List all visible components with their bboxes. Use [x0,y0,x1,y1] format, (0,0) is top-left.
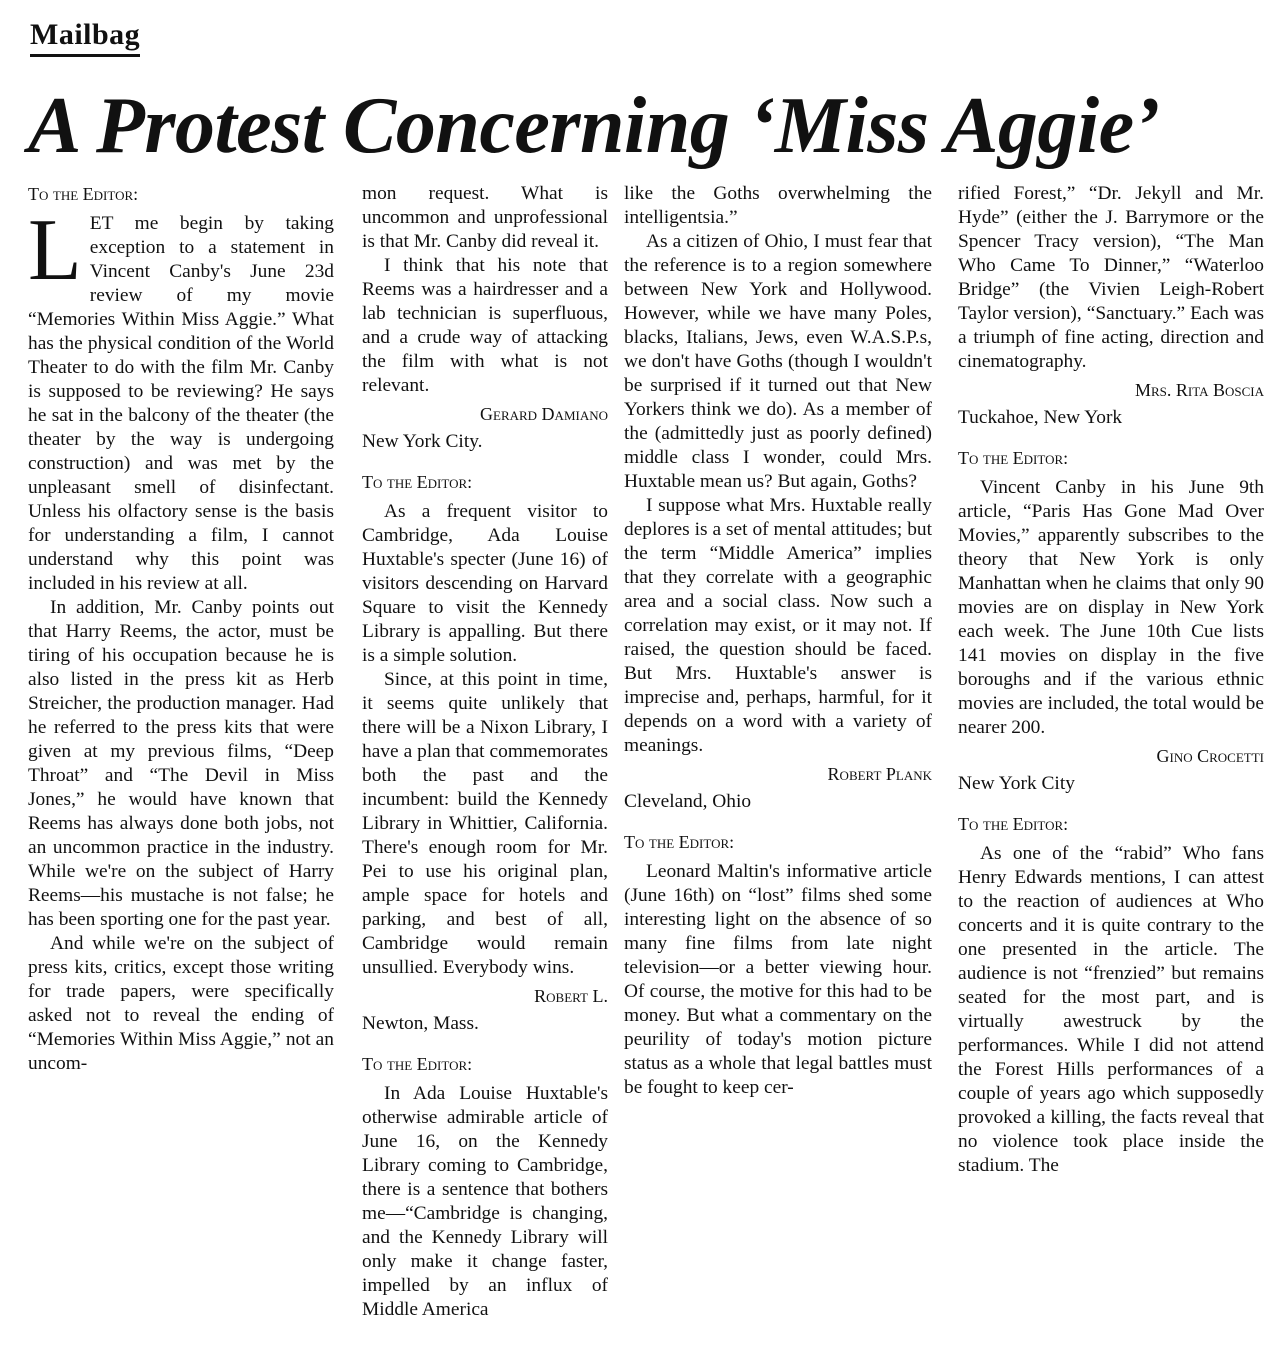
letter-salutation: To the Editor: [958,814,1069,834]
letter-signature: Mrs. Rita Boscia [1134,380,1264,400]
letter-paragraph: As a frequent visitor to Cambridge, Ada Louise Huxtable's specter (June 16) of visitors descending on Harvard Square to visit the Kennedy Library is appalling. But there is a simple solution. [362,501,608,666]
letter-paragraph: like the Goths overwhelming the intelligentsia.” [624,183,932,228]
letter-paragraph: mon request. What is uncommon and unprofessional is that Mr. Canby did reveal it. [362,183,608,252]
letter-signature: Gerard Damiano [480,404,608,424]
letter-signature: Gino Crocetti [1156,746,1264,766]
letter-location: Newton, Mass. [362,1013,479,1034]
column-2 [362,182,608,1350]
letter-location: Tuckahoe, New York [958,407,1123,428]
letter-location: New York City [958,773,1075,794]
letter-location: Cleveland, Ohio [624,791,752,812]
letter-salutation: To the Editor: [624,832,735,852]
letter-paragraph: In Ada Louise Huxtable's otherwise admirable article of June 16, on the Kennedy Library coming to Cambridge, there is a sentence that bothers me—“Cambridge is changing, and the Kennedy Library will only make it change faster, impelled by an influx of Middle America [362,1083,608,1320]
letter-paragraph: In addition, Mr. Canby points out that Harry Reems, the actor, must be tiring of his occupation because he is also listed in the press kit as Herb Streicher, the production manager. Had he referred to the press kits that were given at my previous films, “Deep Throat” and “The Devil in Miss Jones,” he would have known that Reems has always done both jobs, not an uncommon practice in the industry. While we're on the subject of Harry Reems—his mustache is not false; he has been sporting one for the past year. [28,597,334,930]
letter-salutation: To the Editor: [28,184,139,204]
drop-cap: L [28,202,82,299]
letter-location: New York City. [362,431,483,452]
paragraph-text: ET me begin by taking exception to a statement in Vincent Canby's June 23d review of my movie “Memories Within Miss Aggie.” What has the physical condition of the World Theater to do with the film Mr. Canby is supposed to be reviewing? He says he sat in the balcony of the theater (the theater by the way is undergoing construction) and was met by the unpleasant smell of disinfectant. Unless his olfactory sense is the basis for understanding a film, I cannot understand why this point was included in his review at all. [28,213,334,594]
letter-paragraph [28,202,334,596]
column-4 [958,182,1264,1350]
letter-paragraph: Leonard Maltin's informative article (June 16th) on “lost” films shed some interesting light on the absence of so many fine films from late night television—or a better viewing hour. Of course, the motive for this had to be money. But what a commentary on the peurility of today's motion picture status as a whole that legal battles must be fought to keep cer- [624,861,932,1098]
letter-paragraph: Vincent Canby in his June 9th article, “Paris Has Gone Mad Over Movies,” apparently subscribes to the theory that New York is only Manhattan when he claims that only 90 movies are on display in New York each week. The June 10th Cue lists 141 movies on display in the five boroughs and if the various ethnic movies are included, the total would be nearer 200. [958,477,1264,738]
letter-paragraph: As a citizen of Ohio, I must fear that the reference is to a region somewhere between New York and Hollywood. However, while we have many Poles, blacks, Italians, Jews, even W.A.S.P.s, we don't have Goths (though I wouldn't be surprised if it turned out that New Yorkers think we do). As a member of the (admittedly just as poorly defined) middle class I wonder, could Mrs. Huxtable mean us? But again, Goths? [624,231,932,492]
letter-signature: Robert L. [534,986,608,1006]
letter-paragraph: I think that his note that Reems was a hairdresser and a lab technician is superfluous, and a crude way of attacking the film with what is not relevant. [362,255,608,396]
letter-salutation: To the Editor: [362,472,473,492]
letter-signature: Robert Plank [827,764,932,784]
section-label: Mailbag [30,18,140,57]
letter-salutation: To the Editor: [958,448,1069,468]
page-title: A Protest Concerning ‘Miss Aggie’ [28,82,1160,170]
letter-paragraph: And while we're on the subject of press kits, critics, except those writing for trade papers, were specifically asked not to reveal the ending of “Memories Within Miss Aggie,” not an uncom- [28,933,334,1074]
letter-paragraph: As one of the “rabid” Who fans Henry Edwards mentions, I can attest to the reaction of audiences at Who concerts and it is quite contrary to the one presented in the article. The audience is not “frenzied” but remains seated for the most part, and is virtually awestruck by the performances. While I did not attend the Forest Hills performances of a couple of years ago which supposedly provoked a killing, the facts reveal that no violence took place inside the stadium. The [958,843,1264,1176]
letter-paragraph: I suppose what Mrs. Huxtable really deplores is a set of mental attitudes; but the term “Middle America” implies that they correlate with a geographic area and a social class. Now such a correlation may exist, or it may not. If raised, the question should be faced. But Mrs. Huxtable's answer is imprecise and, perhaps, harmful, for it depends on a word with a variety of meanings. [624,495,932,756]
letter-salutation: To the Editor: [362,1054,473,1074]
column-1 [28,182,334,1350]
letter-paragraph: Since, at this point in time, it seems quite unlikely that there will be a Nixon Library, I have a plan that commemorates both the past and the incumbent: build the Kennedy Library in Whittier, California. There's enough room for Mr. Pei to use his original plan, ample space for hotels and parking, and best of all, Cambridge would remain unsullied. Everybody wins. [362,669,608,978]
letter-paragraph: rified Forest,” “Dr. Jekyll and Mr. Hyde” (either the J. Barrymore or the Spencer Tracy version), “The Man Who Came To Dinner,” “Waterloo Bridge” (the Vivien Leigh-Robert Taylor version), “Sanctuary.” Each was a triumph of fine acting, direction and cinematography. [958,183,1264,372]
column-3 [624,182,932,1350]
